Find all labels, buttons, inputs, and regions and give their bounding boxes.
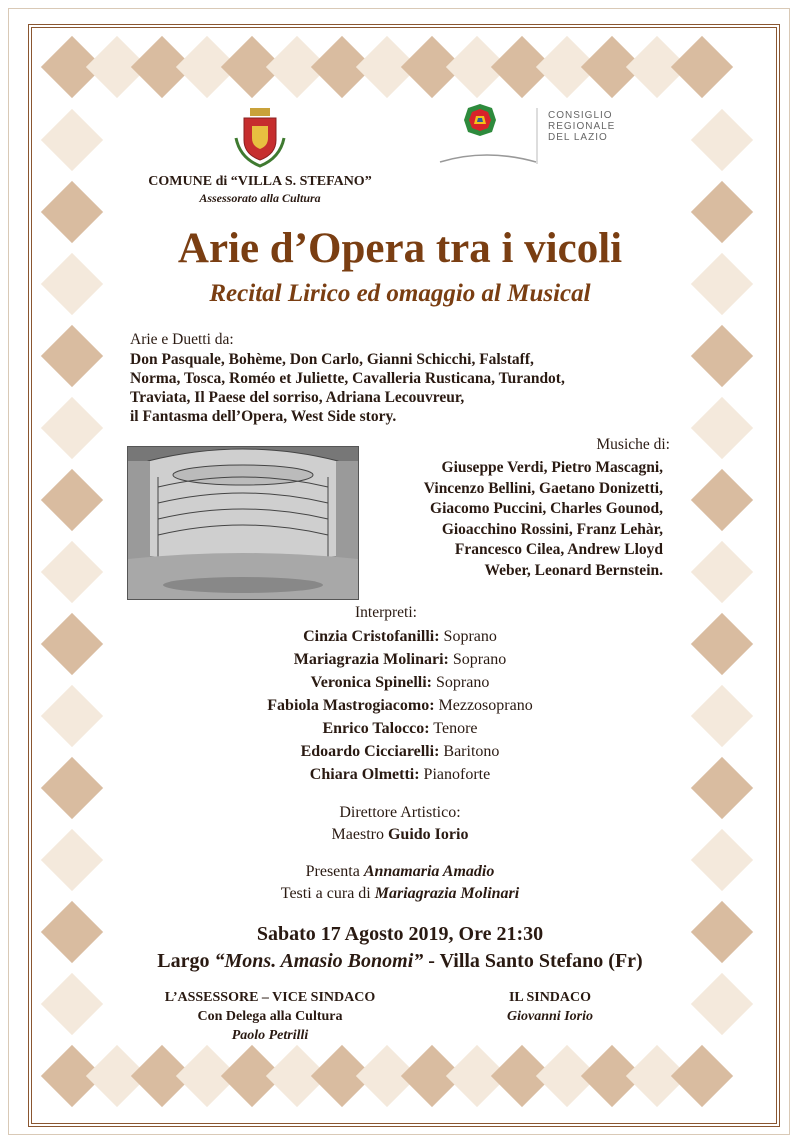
performer-row	[0, 671, 800, 694]
opera-line: il Fantasma dell’Opera, West Side story.	[130, 408, 397, 425]
assessore-name: Paolo Petrilli	[231, 1028, 309, 1043]
testi-line	[0, 885, 800, 903]
performer-name: Cinzia Cristofanilli:	[303, 628, 440, 645]
signature-assessore	[140, 988, 400, 1045]
presenta-line	[0, 863, 800, 881]
consiglio-regionale-text	[548, 110, 615, 143]
performer-role: Soprano	[439, 628, 497, 645]
opera-line: Norma, Tosca, Roméo et Juliette, Cavalleria Rusticana, Turandot,	[130, 370, 565, 387]
composer-line: Giacomo Puccini, Charles Gounod,	[430, 500, 663, 517]
logo-line: DEL LAZIO	[548, 132, 608, 143]
performer-role: Mezzosoprano	[434, 697, 533, 714]
performer-row	[0, 740, 800, 763]
signature-sindaco	[460, 988, 640, 1026]
opera-line: Traviata, Il Paese del sorriso, Adriana Lecouvreur,	[130, 389, 465, 406]
performer-role: Baritono	[439, 743, 500, 760]
poster-title: Arie d’Opera tra i vicoli	[177, 225, 623, 272]
composer-list	[363, 458, 663, 581]
comune-coat-of-arms-icon	[230, 108, 290, 170]
event-venue	[0, 950, 800, 973]
direttore-name: Guido Iorio	[387, 826, 469, 843]
interpreti-heading: Interpreti:	[355, 604, 417, 621]
direttore-prefix: Maestro	[331, 826, 388, 843]
performer-role: Soprano	[432, 674, 490, 691]
composer-line: Gioacchino Rossini, Franz Lehàr,	[441, 520, 663, 538]
performer-name: Veronica Spinelli:	[310, 674, 433, 691]
performer-row	[0, 717, 800, 740]
venue-suffix: - Villa Santo Stefano (Fr)	[423, 950, 643, 972]
performer-row	[0, 763, 800, 786]
assessore-sub: Con Delega alla Cultura	[197, 1009, 343, 1024]
direttore-line	[0, 826, 800, 844]
poster-subtitle: Recital Lirico ed omaggio al Musical	[209, 280, 591, 307]
performer-name: Enrico Talocco:	[322, 720, 430, 737]
performer-row	[0, 694, 800, 717]
sindaco-name: Giovanni Iorio	[507, 1009, 593, 1024]
performer-name: Chiara Olmetti:	[309, 766, 420, 783]
opera-line: Don Pasquale, Bohème, Don Carlo, Gianni Schicchi, Falstaff,	[130, 351, 534, 368]
musiche-heading: Musiche di:	[596, 436, 670, 453]
sindaco-title: IL SINDACO	[508, 990, 592, 1005]
theater-illustration	[127, 446, 359, 600]
testi-name: Mariagrazia Molinari	[374, 885, 520, 902]
event-date: Sabato 17 Agosto 2019, Ore 21:30	[256, 923, 544, 945]
presenta-name: Annamaria Amadio	[363, 863, 495, 880]
performer-name: Mariagrazia Molinari:	[293, 651, 449, 668]
venue-name: “Mons. Amasio Bonomi”	[214, 950, 424, 972]
arie-intro: Arie e Duetti da:	[130, 331, 234, 348]
performer-role: Tenore	[429, 720, 478, 737]
performer-row	[0, 648, 800, 671]
composer-line: Giuseppe Verdi, Pietro Mascagni,	[441, 459, 663, 476]
logo-line: CONSIGLIO	[548, 110, 613, 121]
composer-line: Francesco Cilea, Andrew Lloyd	[454, 541, 663, 558]
assessore-title: L’ASSESSORE – VICE SINDACO	[164, 990, 376, 1005]
composer-line: Vincenzo Bellini, Gaetano Donizetti,	[423, 479, 663, 497]
testi-prefix: Testi a cura di	[280, 885, 375, 902]
performer-role: Soprano	[448, 651, 507, 668]
assessorato: Assessorato alla Cultura	[199, 191, 321, 205]
direttore-heading: Direttore Artistico:	[339, 804, 461, 821]
comune-name: COMUNE di “VILLA S. STEFANO”	[148, 174, 372, 189]
logo-line: REGIONALE	[548, 121, 616, 132]
venue-prefix: Largo	[157, 950, 215, 972]
performer-role: Pianoforte	[419, 766, 491, 783]
presenta-prefix: Presenta	[305, 863, 364, 880]
performer-name: Edoardo Cicciarelli:	[300, 743, 440, 760]
composer-line: Weber, Leonard Bernstein.	[484, 561, 663, 579]
performer-name: Fabiola Mastrogiacomo:	[267, 697, 435, 714]
opera-list	[130, 350, 565, 426]
performer-list	[0, 625, 800, 786]
performer-row	[0, 625, 800, 648]
consiglio-regionale-logo-icon	[438, 104, 538, 168]
